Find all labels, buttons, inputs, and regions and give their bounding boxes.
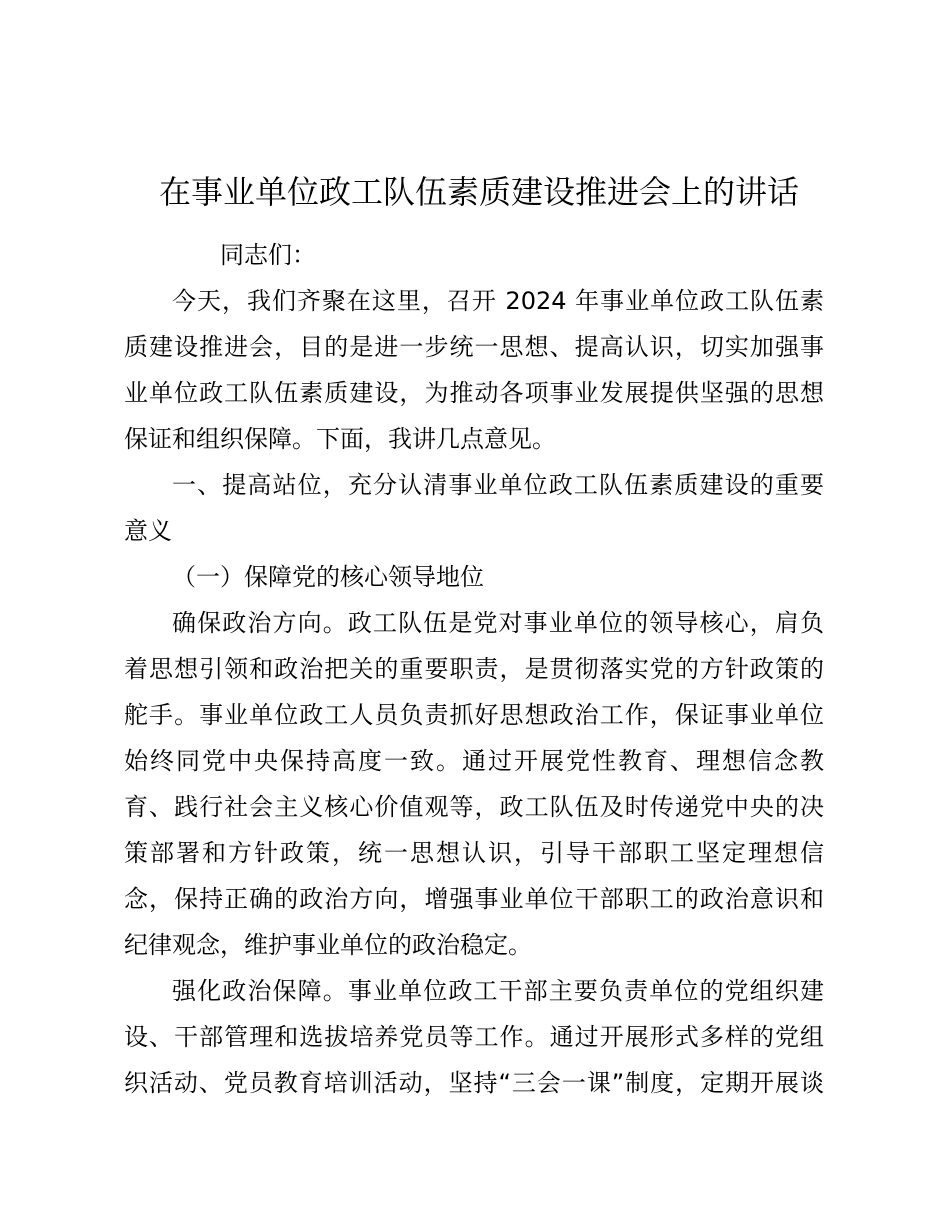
text-line: 舵手。事业单位政工人员负责抓好思想政治工作，保证事业单位	[124, 701, 824, 729]
text-line: 纪律观念，维护事业单位的政治稳定。	[124, 931, 532, 959]
text-line: 质建设推进会，目的是进一步统一思想、提高认识，切实加强事	[124, 333, 824, 361]
text-line: 织活动、党员教育培训活动，坚持“三会一课”制度，定期开展谈	[124, 1069, 824, 1097]
text-line: 育、践行社会主义核心价值观等，政工队伍及时传递党中央的决	[124, 793, 824, 821]
text-line: 念，保持正确的政治方向，增强事业单位干部职工的政治意识和	[124, 885, 824, 913]
salutation-text: 同志们：	[220, 241, 316, 269]
text-line: 强化政治保障。事业单位政工干部主要负责单位的党组织建	[172, 977, 824, 1005]
subheading-line: （一）保障党的核心领导地位	[172, 563, 484, 591]
text-line: 策部署和方针政策，统一思想认识，引导干部职工坚定理想信	[124, 839, 824, 867]
paragraph-political-direction	[124, 600, 824, 968]
document-body	[124, 232, 824, 1106]
paragraph-opening	[124, 278, 824, 462]
text-line: 设、干部管理和选拔培养党员等工作。通过开展形式多样的党组	[124, 1023, 824, 1051]
document-title: 在事业单位政工队伍素质建设推进会上的讲话	[158, 173, 799, 211]
text-line: 确保政治方向。政工队伍是党对事业单位的领导核心，肩负	[172, 609, 824, 637]
heading-line: 一、提高站位，充分认清事业单位政工队伍素质建设的重要	[172, 471, 824, 499]
text-line: 保证和组织保障。下面，我讲几点意见。	[124, 425, 556, 453]
text-line: 业单位政工队伍素质建设，为推动各项事业发展提供坚强的思想	[124, 379, 824, 407]
heading-line: 意义	[124, 517, 172, 545]
text-line: 今天，我们齐聚在这里，召开 2024 年事业单位政工队伍素	[172, 287, 824, 315]
subsection-heading-1	[124, 554, 824, 600]
text-line: 着思想引领和政治把关的重要职责，是贯彻落实党的方针政策的	[124, 655, 824, 683]
paragraph-political-guarantee	[124, 968, 824, 1106]
text-line: 始终同党中央保持高度一致。通过开展党性教育、理想信念教	[124, 747, 824, 775]
section-heading-1	[124, 462, 824, 554]
salutation	[124, 232, 824, 278]
